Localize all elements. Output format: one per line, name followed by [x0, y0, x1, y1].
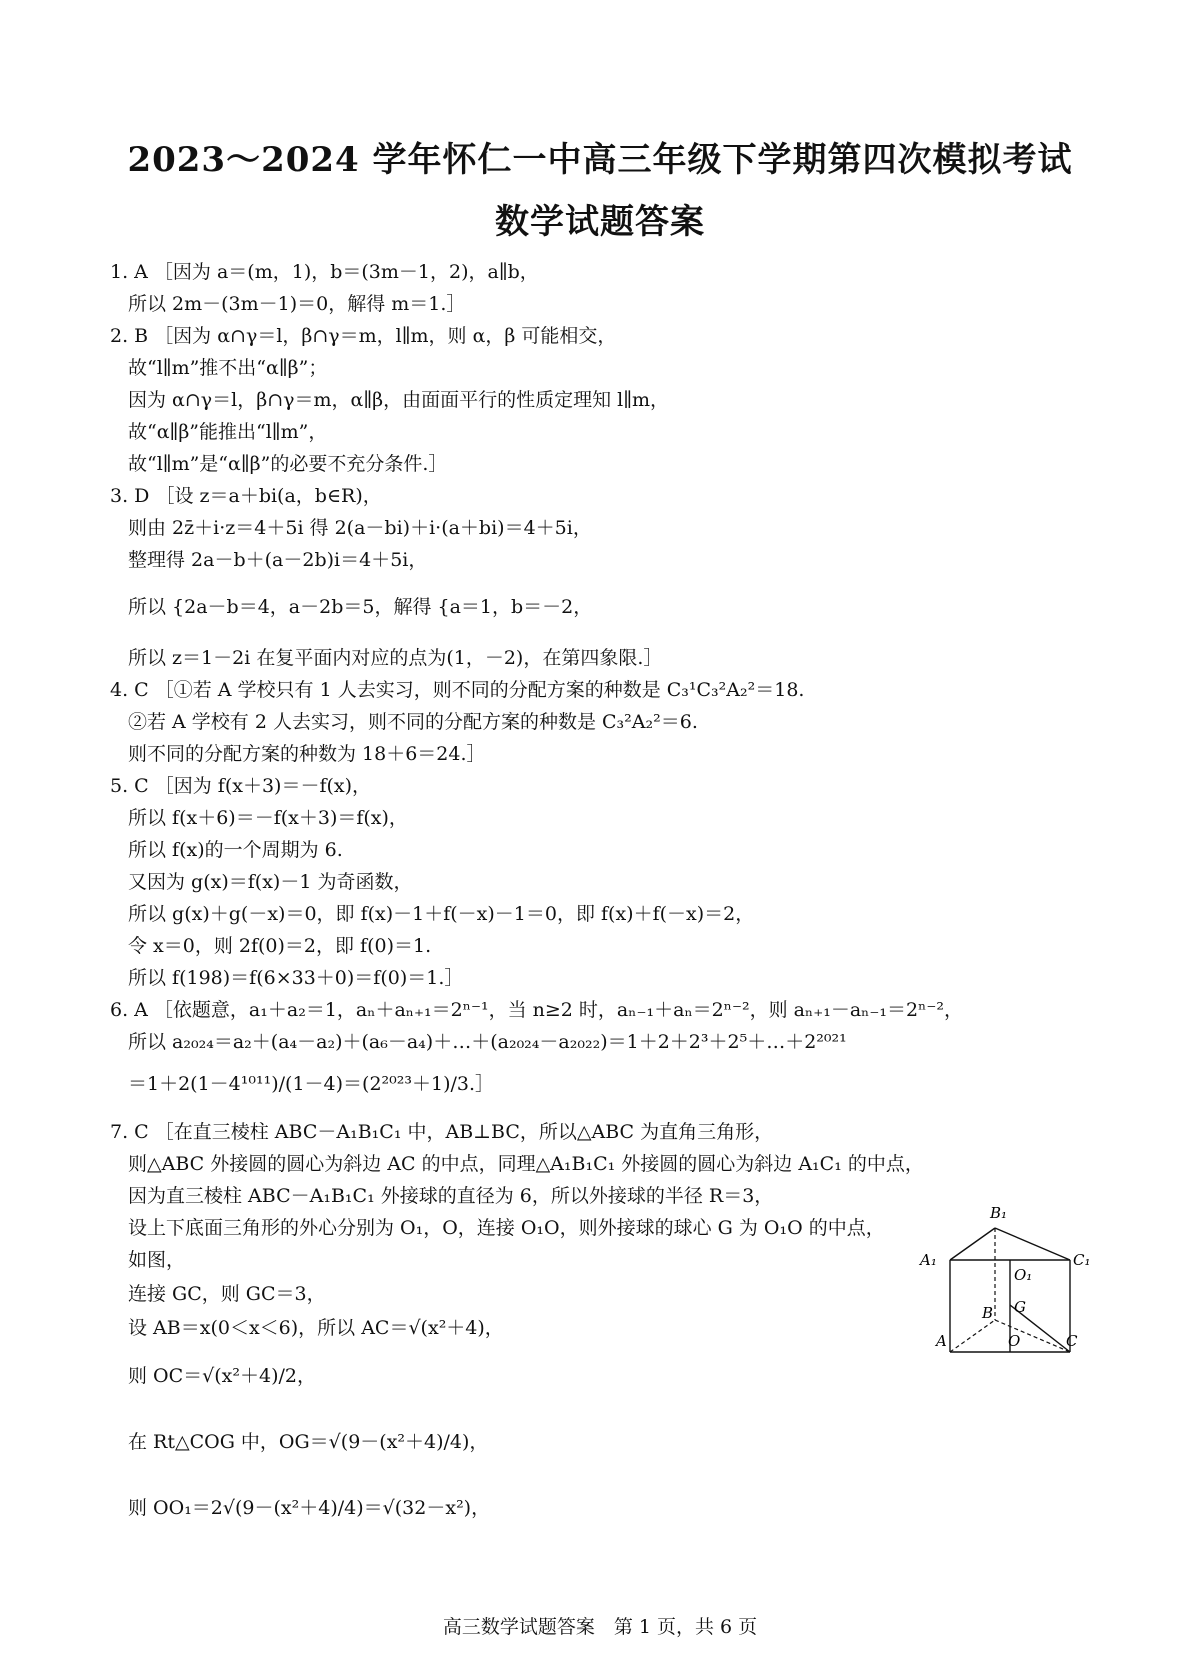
label-O: O — [1008, 1332, 1021, 1350]
answer-line: ②若 A 学校有 2 人去实习，则不同的分配方案的种数是 C₃²A₂²＝6. — [128, 711, 698, 733]
label-G: G — [1014, 1298, 1026, 1316]
label-A1: A₁ — [920, 1251, 937, 1269]
answer-line: 设上下底面三角形的外心分别为 O₁，O，连接 O₁O，则外接球的球心 G 为 O₁O 的中点， — [128, 1217, 885, 1239]
answer-line: ＝1＋2(1－4¹⁰¹¹)/(1－4)＝(2²⁰²³＋1)/3.］ — [128, 1073, 495, 1095]
answer-line: 又因为 g(x)＝f(x)－1 为奇函数， — [128, 871, 413, 893]
answer-line: 所以 2m－(3m－1)＝0，解得 m＝1.］ — [128, 293, 466, 315]
answer-line: 6. A ［依题意，a₁＋a₂＝1，aₙ＋aₙ₊₁＝2ⁿ⁻¹，当 n≥2 时，aₙ₋₁＋aₙ＝2ⁿ⁻²，则 aₙ₊₁－aₙ₋₁＝2ⁿ⁻²， — [110, 999, 963, 1021]
answer-line: 所以 z＝1－2i 在复平面内对应的点为(1，－2)，在第四象限.］ — [128, 647, 663, 669]
label-O1: O₁ — [1014, 1266, 1033, 1284]
answer-line: 3. D ［设 z＝a＋bi(a，b∈R)， — [110, 485, 382, 507]
page-subtitle: 数学试题答案 — [495, 202, 705, 242]
answer-line: 所以 g(x)＋g(－x)＝0，即 f(x)－1＋f(－x)－1＝0，即 f(x)＋f(－x)＝2， — [128, 903, 755, 925]
answer-line: 5. C ［因为 f(x＋3)＝－f(x)， — [110, 775, 372, 797]
prism-figure — [920, 1200, 1091, 1350]
label-B: B — [982, 1304, 994, 1322]
answer-line: 则 OC＝√(x²＋4)/2， — [128, 1365, 316, 1387]
answer-line: 故“α∥β”能推出“l∥m”， — [128, 421, 328, 443]
label-A: A — [936, 1332, 947, 1350]
answer-line: 如图， — [128, 1249, 186, 1271]
answer-line: 设 AB＝x(0＜x＜6)，所以 AC＝√(x²＋4)， — [128, 1317, 504, 1339]
page-footer: 高三数学试题答案 第 1 页，共 6 页 — [442, 1616, 758, 1638]
answer-line: 在 Rt△COG 中，OG＝√(9－(x²＋4)/4)， — [128, 1431, 489, 1453]
answer-line: 则△ABC 外接圆的圆心为斜边 AC 的中点，同理△A₁B₁C₁ 外接圆的圆心为斜边 A₁C₁ 的中点， — [128, 1153, 924, 1175]
answer-line: 整理得 2a－b＋(a－2b)i＝4＋5i， — [128, 549, 428, 571]
answer-line: 2. B ［因为 α∩γ＝l，β∩γ＝m，l∥m，则 α，β 可能相交， — [110, 325, 617, 347]
label-C1: C₁ — [1073, 1251, 1091, 1269]
page-title: 2023～2024 学年怀仁一中高三年级下学期第四次模拟考试 — [127, 140, 1073, 180]
label-C: C — [1066, 1332, 1078, 1350]
answer-line: 则 OO₁＝2√(9－(x²＋4)/4)＝√(32－x²)， — [128, 1497, 491, 1519]
answer-line: 因为 α∩γ＝l，β∩γ＝m，α∥β，由面面平行的性质定理知 l∥m， — [128, 389, 670, 411]
answer-line: 则不同的分配方案的种数为 18＋6＝24.］ — [128, 743, 486, 765]
answer-line: 所以 f(x＋6)＝－f(x＋3)＝f(x)， — [128, 807, 408, 829]
answer-line: 所以 f(x)的一个周期为 6. — [128, 839, 343, 861]
label-B1: B₁ — [990, 1204, 1008, 1222]
answer-line: 连接 GC，则 GC＝3， — [128, 1283, 326, 1305]
answer-line: 所以 {2a－b＝4，a－2b＝5，解得 {a＝1，b＝－2， — [128, 596, 593, 618]
answer-line: 所以 a₂₀₂₄＝a₂＋(a₄－a₂)＋(a₆－a₄)＋…＋(a₂₀₂₄－a₂₀₂₂)＝1＋2＋2³＋2⁵＋…＋2²⁰²¹ — [128, 1031, 847, 1053]
answer-line: 因为直三棱柱 ABC－A₁B₁C₁ 外接球的直径为 6，所以外接球的半径 R＝3， — [128, 1185, 774, 1207]
answer-line: 令 x＝0，则 2f(0)＝2，即 f(0)＝1. — [128, 935, 432, 957]
answer-line: 故“l∥m”推不出“α∥β”； — [128, 357, 328, 379]
answer-line: 7. C ［在直三棱柱 ABC－A₁B₁C₁ 中，AB⊥BC，所以△ABC 为直角三角形， — [110, 1121, 774, 1143]
answer-line: 则由 2z̄＋i·z＝4＋5i 得 2(a－bi)＋i·(a＋bi)＝4＋5i， — [128, 517, 592, 539]
answer-line: 故“l∥m”是“α∥β”的必要不充分条件.］ — [128, 453, 448, 475]
answer-line: 4. C ［①若 A 学校只有 1 人去实习，则不同的分配方案的种数是 C₃¹C₃²A₂²＝18. — [110, 679, 805, 701]
answer-line: 1. A ［因为 a＝(m，1)，b＝(3m－1，2)，a∥b， — [110, 261, 539, 283]
answer-line: 所以 f(198)＝f(6×33＋0)＝f(0)＝1.］ — [128, 967, 464, 989]
